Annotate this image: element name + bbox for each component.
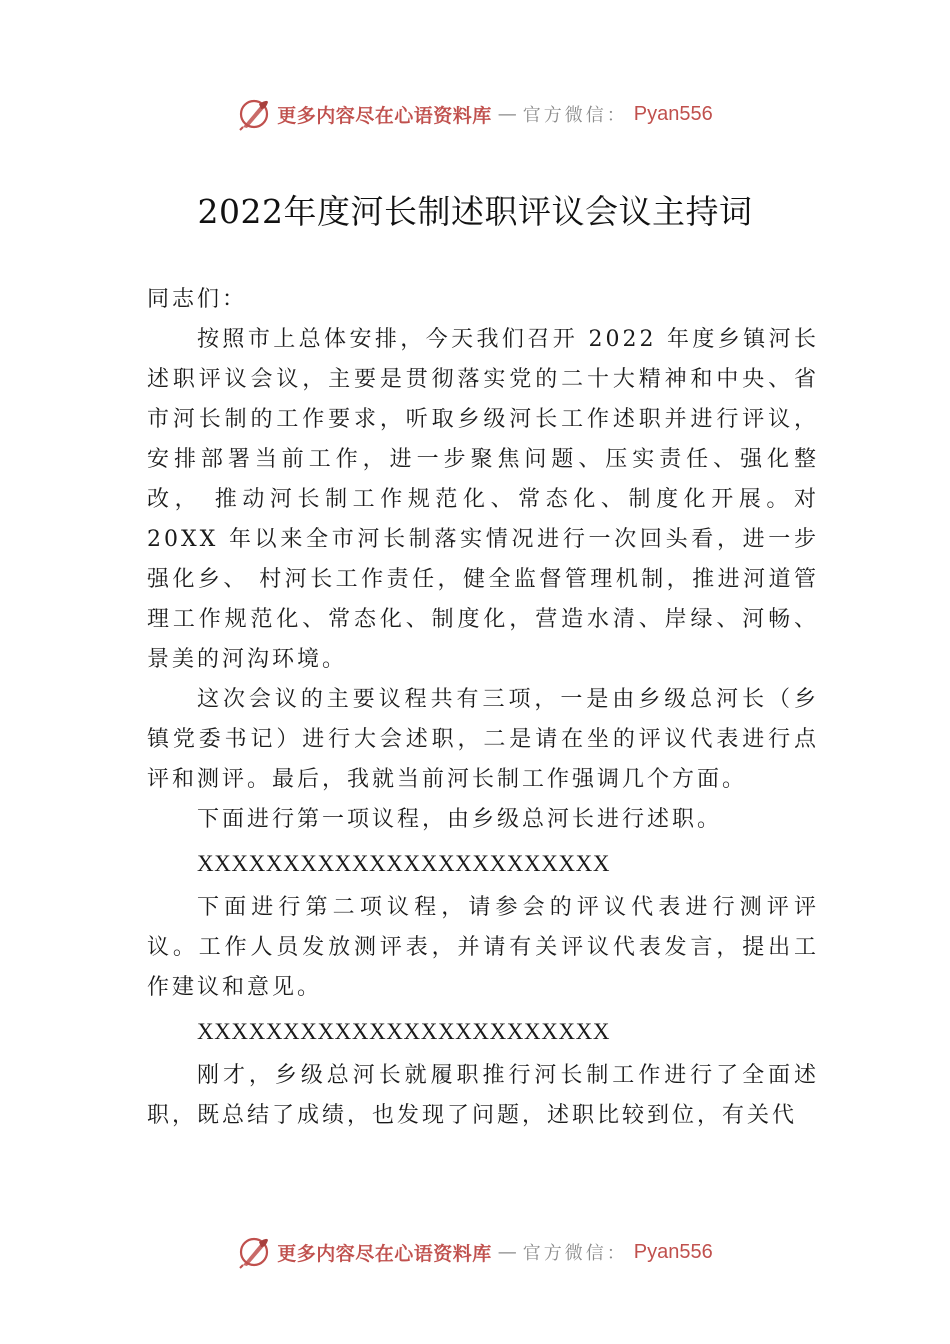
paragraph-4: 下面进行第二项议程，请参会的评议代表进行测评评议。工作人员发放测评表，并请有关评议代表发言，提出工作建议和意见。 (147, 895, 819, 1000)
footer-watermark (0, 1232, 950, 1272)
placeholder-line-1: XXXXXXXXXXXXXXXXXXXXXXXX (197, 851, 611, 876)
paragraph-5: 刚才，乡级总河长就履职推行河长制工作进行了全面述职，既总结了成绩，也发现了问题，述职比较到位，有关代 (147, 1063, 819, 1128)
watermark-wechat-id: Pyan556 (633, 1240, 713, 1263)
placeholder-line-2: XXXXXXXXXXXXXXXXXXXXXXXX (197, 1019, 611, 1044)
paragraph-2: 这次会议的主要议程共有三项，一是由乡级总河长（乡镇党委书记）进行大会述职，二是请在坐的评议代表进行点评和测评。最后，我就当前河长制工作强调几个方面。 (147, 687, 819, 792)
quill-pen-circle-icon (237, 97, 271, 131)
watermark-label: 官方微信： (522, 105, 628, 126)
watermark-label: 官方微信： (522, 1243, 628, 1264)
watermark-wechat-id: Pyan556 (633, 102, 713, 125)
document-title: 2022年度河长制述职评议会议主持词 (197, 192, 753, 231)
watermark-brand: 更多内容尽在心语资料库 (277, 1242, 492, 1265)
paragraph-1: 按照市上总体安排，今天我们召开 2022 年度乡镇河长述职评议会议，主要是贯彻落实党的二十大精神和中央、省市河长制的工作要求，听取乡级河长工作述职并进行评议， 安排部署当前工作，进一步聚焦问题、压实责任、强化整改， 推动河长制工作规范化、常态化、制度化开展。对 20XX 年以来全市河长制落实情况进行一次回头看，进一步强化乡、 村河长工作责任，健全监督管理机制，推进河道管理工作规范化、常态化、制度化，营造水清、岸绿、河畅、景美的河沟环境。 (147, 327, 819, 672)
document-body (147, 280, 819, 1136)
salutation: 同志们： (147, 287, 248, 312)
paragraph-3: 下面进行第一项议程，由乡级总河长进行述职。 (197, 807, 723, 832)
quill-pen-circle-icon (237, 1235, 271, 1269)
watermark-separator: — (497, 1241, 517, 1263)
watermark-brand: 更多内容尽在心语资料库 (277, 104, 492, 127)
watermark-separator: — (497, 103, 517, 125)
header-watermark (0, 94, 950, 134)
